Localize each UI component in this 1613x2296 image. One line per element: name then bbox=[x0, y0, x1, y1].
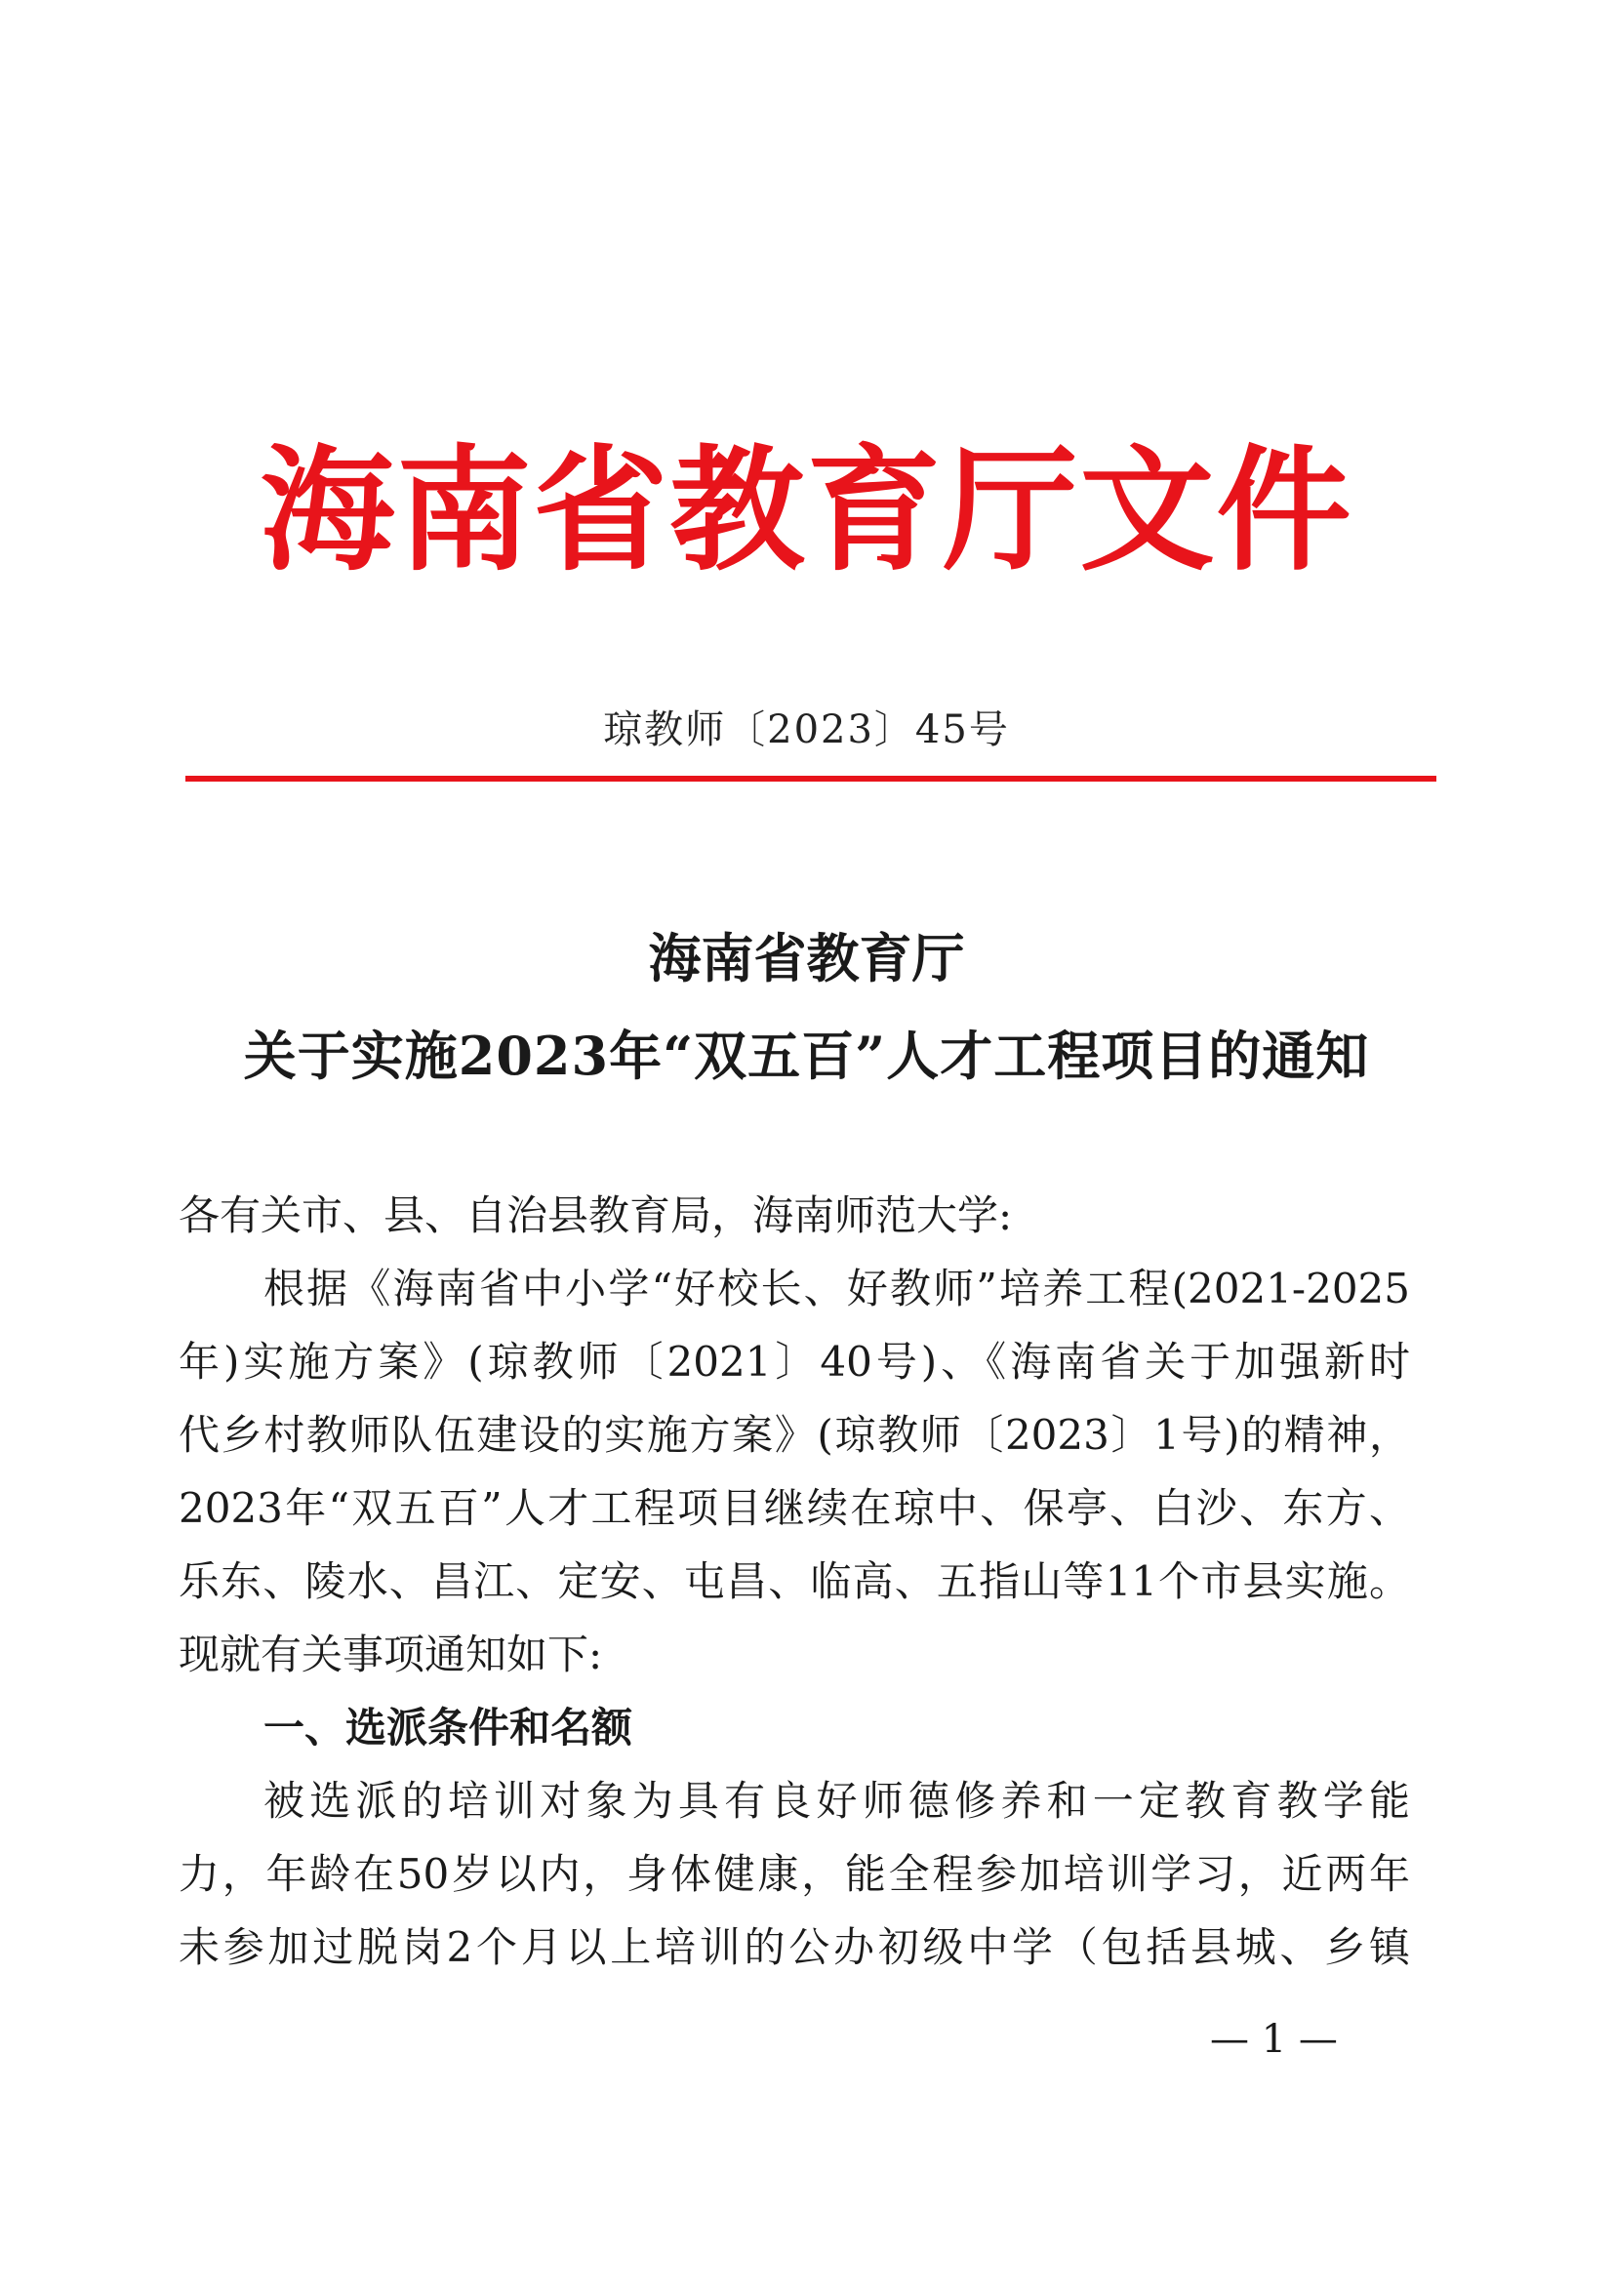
paragraph-1-line: 代乡村教师队伍建设的实施方案》(琼教师〔2023〕1号)的精神， bbox=[179, 1411, 1410, 1459]
document-number: 琼教师〔2023〕45号 bbox=[603, 707, 1010, 752]
title-line-1: 海南省教育厅 bbox=[648, 927, 965, 989]
page-number: — 1 — bbox=[1210, 2017, 1338, 2062]
issuer-masthead: 海南省教育厅文件 bbox=[260, 432, 1353, 589]
section-1-heading: 一、选派条件和名额 bbox=[263, 1704, 633, 1752]
paragraph-1-line: 现就有关事项通知如下: bbox=[179, 1631, 603, 1678]
paragraph-1-line: 年)实施方案》(琼教师〔2021〕40号)、《海南省关于加强新时 bbox=[179, 1338, 1410, 1386]
addressee: 各有关市、县、自治县教育局，海南师范大学: bbox=[179, 1191, 1013, 1239]
paragraph-1-line: 2023年“双五百”人才工程项目继续在琼中、保亭、白沙、东方、 bbox=[179, 1484, 1410, 1532]
paragraph-1-line: 乐东、陵水、昌江、定安、屯昌、临高、五指山等11个市县实施。 bbox=[179, 1557, 1410, 1605]
red-divider-line bbox=[185, 776, 1436, 782]
paragraph-2-line: 被选派的培训对象为具有良好师德修养和一定教育教学能 bbox=[263, 1777, 1410, 1825]
paragraph-2-line: 力，年龄在50岁以内，身体健康，能全程参加培训学习，近两年 bbox=[179, 1850, 1410, 1898]
title-line-2: 关于实施2023年“双五百”人才工程项目的通知 bbox=[243, 1025, 1370, 1087]
paragraph-1-line: 根据《海南省中小学“好校长、好教师”培养工程(2021-2025 bbox=[263, 1265, 1410, 1312]
paragraph-2-line: 未参加过脱岗2个月以上培训的公办初级中学（包括县城、乡镇 bbox=[179, 1923, 1410, 1971]
